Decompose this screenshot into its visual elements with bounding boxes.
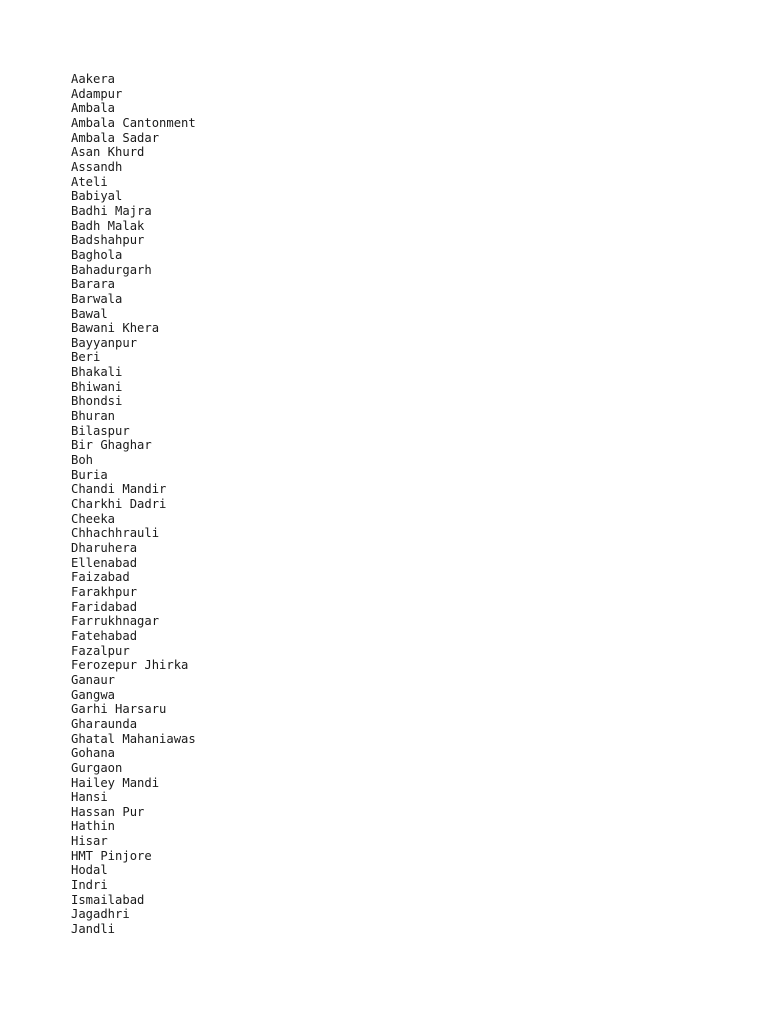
list-item: Asan Khurd [71, 145, 145, 160]
list-item: Bhuran [71, 409, 116, 424]
list-item: Farrukhnagar [71, 614, 160, 629]
list-item: Bir Ghaghar [71, 438, 152, 453]
list-item: Faizabad [71, 570, 130, 585]
list-item: Indri [71, 878, 108, 893]
list-item: Dharuhera [71, 541, 138, 555]
list-item: Bayyanpur [71, 335, 138, 350]
list-item: Charkhi Dadri [71, 497, 167, 512]
list-item: Gangwa [71, 687, 116, 702]
list-item: Badh Malak [71, 218, 145, 233]
list-item: Hansi [71, 790, 108, 805]
list-item: Ambala Sadar [71, 130, 160, 145]
list-item: Bilaspur [71, 423, 130, 438]
list-item: Adampur [71, 86, 123, 101]
list-item: Assandh [71, 159, 123, 174]
list-item: Ghatal Mahaniawas [71, 731, 196, 746]
list-item: Aakera [71, 72, 116, 86]
town-list [71, 72, 196, 937]
list-item: Cheeka [71, 511, 116, 526]
list-item: Boh [71, 453, 94, 468]
list-item: Badshahpur [71, 233, 145, 248]
list-item: Chandi Mandir [71, 482, 167, 497]
list-item: Gharaunda [71, 716, 138, 731]
list-item: Fazalpur [71, 643, 130, 658]
list-item: Bahadurgarh [71, 262, 152, 277]
list-item: Hisar [71, 834, 108, 849]
list-item: Faridabad [71, 599, 138, 614]
list-item: Ambala [71, 101, 116, 116]
list-item: Bawani Khera [71, 321, 160, 336]
list-item: Farakhpur [71, 584, 138, 599]
list-item: Ambala Cantonment [71, 115, 196, 130]
list-item: Hailey Mandi [71, 775, 160, 790]
list-item: Babiyal [71, 189, 123, 204]
list-item: HMT Pinjore [71, 848, 152, 863]
list-item: Ferozepur Jhirka [71, 658, 189, 673]
list-item: Barwala [71, 291, 123, 306]
list-item: Hathin [71, 819, 116, 834]
list-item: Fatehabad [71, 628, 138, 643]
list-item: Bhakali [71, 365, 123, 380]
list-item: Gohana [71, 746, 116, 761]
list-item: Hodal [71, 863, 108, 878]
list-item: Garhi Harsaru [71, 702, 167, 717]
list-item: Baghola [71, 247, 123, 262]
list-item: Jandli [71, 922, 116, 937]
list-item: Buria [71, 467, 108, 482]
list-item: Ganaur [71, 672, 116, 687]
list-item: Jagadhri [71, 907, 130, 922]
list-item: Hassan Pur [71, 804, 145, 819]
list-item: Ellenabad [71, 555, 138, 570]
list-item: Barara [71, 277, 116, 292]
list-item: Bawal [71, 306, 108, 321]
list-item: Chhachhrauli [71, 526, 160, 541]
list-item: Gurgaon [71, 760, 123, 775]
list-item: Beri [71, 350, 101, 365]
list-item: Bhondsi [71, 394, 123, 409]
list-item: Badhi Majra [71, 203, 152, 218]
list-item: Ismailabad [71, 892, 145, 907]
list-item: Bhiwani [71, 379, 123, 394]
list-item: Ateli [71, 174, 108, 189]
